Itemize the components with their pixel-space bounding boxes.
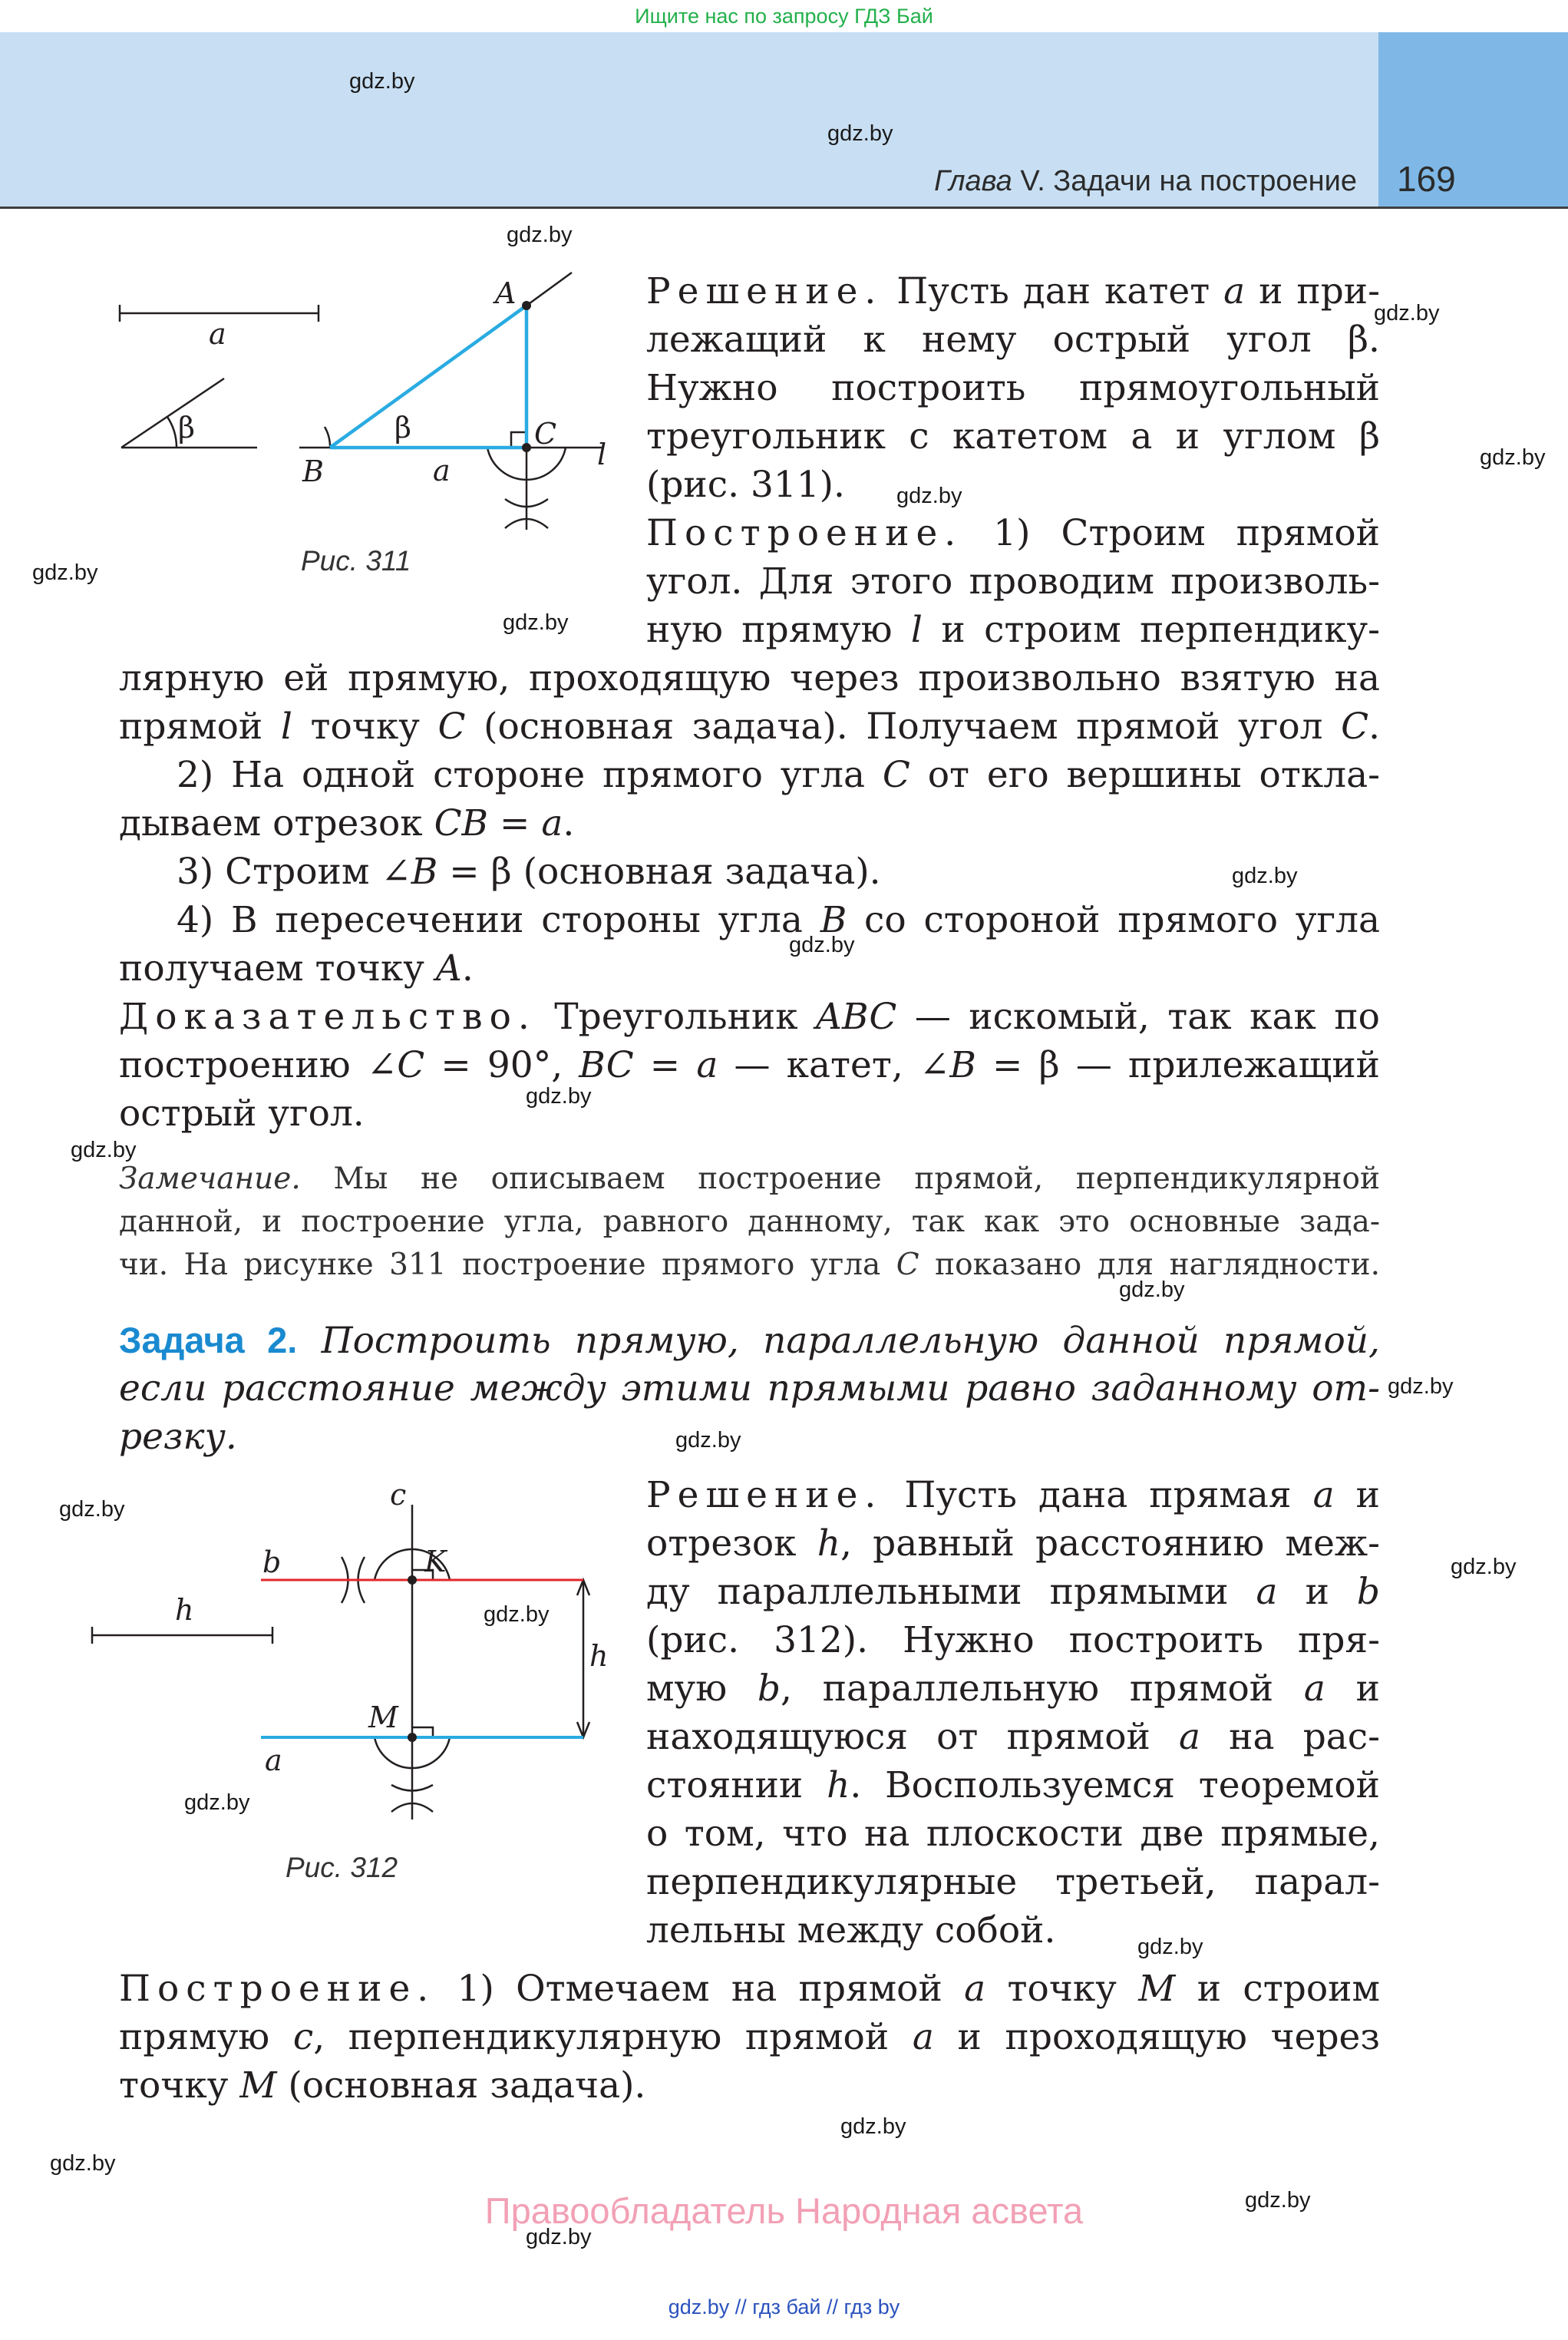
text-line: о том, что на плоскости две прямые,	[646, 1813, 1380, 1855]
figure-311-caption: Рис. 311	[301, 545, 411, 577]
text-line: (рис. 311).	[646, 464, 845, 506]
label-M: M	[368, 1700, 398, 1734]
note-line: чи. На рисунке 311 построение прямого угла C показано для наглядности.	[119, 1248, 1380, 1282]
watermark: gdz.by	[507, 223, 573, 247]
label-K: K	[424, 1545, 447, 1578]
text-line: прямую c, перпендикулярную прямой a и проходящую через	[119, 2016, 1380, 2058]
page-number: 169	[1397, 159, 1456, 199]
task-2-line: Задача 2. Построить прямую, параллельную данной прямой,	[119, 1320, 1380, 1362]
task-2-line: если расстояние между этими прямыми равно заданному от-	[119, 1367, 1380, 1410]
text-line: получаем точку A.	[119, 947, 474, 990]
label-A: A	[495, 276, 517, 310]
point-a	[522, 301, 531, 310]
text-line: дываем отрезок CB = a.	[119, 802, 575, 844]
text-line: стоянии h. Воспользуемся теоремой	[646, 1764, 1380, 1806]
task-2-line: резку.	[119, 1416, 237, 1458]
watermark: gdz.by	[1480, 445, 1546, 470]
label-c: c	[390, 1478, 407, 1512]
watermark: gdz.by	[827, 121, 893, 146]
text-line: Построение. 1) Отмечаем на прямой a точку M и строим	[119, 1968, 1381, 2010]
watermark: gdz.by	[1232, 864, 1298, 888]
watermark: gdz.by	[1388, 1374, 1454, 1399]
text-line: построению ∠C = 90°, BC = a — катет, ∠B = β — прилежащий	[119, 1044, 1381, 1086]
label-h-segment: h	[175, 1593, 194, 1627]
note-line: Замечание. Мы не описываем построение прямой, перпендикулярной	[119, 1162, 1380, 1196]
watermark: gdz.by	[840, 2114, 906, 2139]
watermark: gdz.by	[789, 933, 855, 957]
label-beta-1: β	[178, 411, 195, 445]
point-K	[408, 1575, 417, 1585]
watermark: gdz.by	[675, 1428, 741, 1453]
figure-312	[77, 1474, 629, 1835]
watermark: gdz.by	[1245, 2188, 1311, 2213]
text-line: 4) В пересечении стороны угла B со стороной прямого угла	[177, 899, 1380, 941]
watermark: gdz.by	[484, 1602, 550, 1627]
label-a-segment: a	[209, 317, 226, 351]
text-line: Решение. Пусть дан катет a и при-	[646, 270, 1381, 312]
watermark: gdz.by	[50, 2151, 116, 2176]
angle-ray-2	[121, 378, 224, 448]
point-M	[408, 1733, 417, 1742]
text-line: лярную ей прямую, проходящую через произвольно взятую на	[119, 657, 1380, 699]
watermark: gdz.by	[503, 610, 569, 635]
text-line: мую b, параллельную прямой a и	[646, 1667, 1381, 1710]
label-b: b	[262, 1545, 282, 1579]
header-rule	[0, 207, 1568, 209]
label-beta-2: β	[394, 411, 411, 445]
task-2-title: Задача 2.	[119, 1320, 298, 1360]
text-line: точку M (основная задача).	[119, 2064, 646, 2107]
figure-312-caption: Рис. 312	[286, 1852, 398, 1883]
watermark: gdz.by	[349, 69, 415, 94]
text-line: 2) На одной стороне прямого угла C от его вершины откла-	[177, 754, 1380, 796]
watermark: gdz.by	[71, 1138, 137, 1162]
hypotenuse-ab	[330, 306, 527, 448]
chapter-title: Глава V. Задачи на построение	[934, 165, 1357, 197]
text-line: лежащий к нему острый угол β.	[646, 319, 1380, 361]
text-line: находящуюся от прямой a на рас-	[646, 1716, 1381, 1758]
text-line: перпендикулярные третьей, парал-	[646, 1861, 1380, 1903]
extension-line	[527, 273, 572, 306]
watermark: gdz.by	[59, 1497, 125, 1522]
watermark: gdz.by	[1374, 301, 1440, 326]
text-line: прямой l точку C (основная задача). Получаем прямой угол C.	[119, 706, 1381, 748]
text-line: лельны между собой.	[646, 1909, 1056, 1952]
watermark: gdz.by	[526, 1084, 592, 1109]
label-C: C	[534, 417, 557, 451]
text-line: острый угол.	[119, 1092, 365, 1135]
text-line: Решение. Пусть дана прямая a и	[646, 1474, 1380, 1516]
text-line: Нужно построить прямоугольный	[646, 367, 1380, 409]
watermark: gdz.by	[1137, 1935, 1203, 1959]
point-c	[522, 443, 531, 452]
label-B: B	[302, 454, 324, 488]
top-note: Ищите нас по запросу ГДЗ Бай	[635, 5, 933, 28]
text-line: (рис. 312). Нужно построить пря-	[646, 1619, 1380, 1661]
watermark: gdz.by	[184, 1790, 250, 1815]
label-l: l	[597, 438, 607, 471]
text-line: ду параллельными прямыми a и b	[646, 1571, 1380, 1613]
text-line: ную прямую l и строим перпендику-	[646, 609, 1380, 651]
label-h-dim: h	[589, 1639, 609, 1673]
watermark: gdz.by	[1451, 1555, 1517, 1579]
text-line: треугольник с катетом a и углом β	[646, 415, 1380, 458]
watermark: gdz.by	[1119, 1277, 1185, 1302]
copyright-owner: Правообладатель Народная асвета	[484, 2190, 1084, 2231]
text-line: отрезок h, равный расстоянию меж-	[646, 1522, 1380, 1565]
footer-links[interactable]: gdz.by // гдз бай // гдз by	[668, 2295, 900, 2319]
watermark: gdz.by	[896, 484, 962, 508]
note-line: данной, и построение угла, равного данному, так как это основные зада-	[119, 1205, 1380, 1239]
label-a-leg: a	[433, 454, 451, 488]
text-line: 3) Строим ∠B = β (основная задача).	[177, 851, 881, 893]
watermark: gdz.by	[526, 2225, 592, 2249]
label-a: a	[265, 1743, 282, 1777]
text-line: Доказательство. Треугольник ABC — искомый, так как по	[119, 996, 1380, 1038]
figure-311	[107, 253, 645, 560]
text-line: угол. Для этого проводим произволь-	[646, 560, 1380, 603]
watermark: gdz.by	[32, 560, 98, 585]
text-line: Построение. 1) Строим прямой	[646, 512, 1380, 554]
